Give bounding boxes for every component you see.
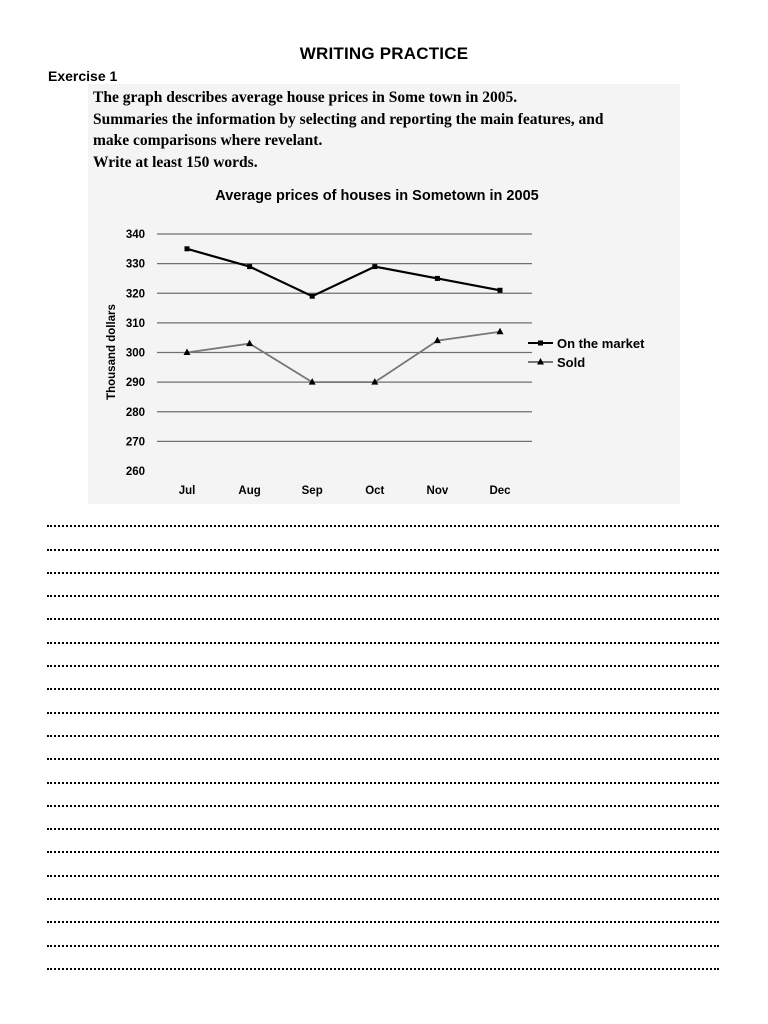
series-sold (184, 328, 504, 385)
chart-legend (528, 336, 645, 370)
answer-line (47, 597, 719, 620)
instruction-line: Write at least 150 words. (93, 153, 258, 171)
x-axis-ticks (179, 485, 511, 497)
x-tick-label: Dec (489, 485, 511, 497)
y-tick-label: 260 (125, 466, 145, 478)
answer-line (47, 784, 719, 807)
answer-line (47, 620, 719, 643)
x-tick-label: Oct (365, 485, 385, 497)
answer-line (47, 853, 719, 876)
y-axis-ticks (126, 229, 145, 478)
data-point-square (185, 246, 190, 251)
legend-label: Sold (557, 355, 586, 370)
data-point-triangle (497, 328, 504, 335)
x-tick-label: Sep (301, 485, 323, 497)
data-point-square (498, 288, 503, 293)
exercise-label: Exercise 1 (48, 68, 118, 84)
answer-lines (47, 504, 719, 970)
series-on-the-market (185, 246, 503, 298)
chart-series (184, 246, 504, 384)
instruction-line: make comparisons where revelant. (93, 132, 323, 149)
answer-line (47, 807, 719, 830)
answer-line (47, 574, 719, 597)
answer-line (47, 504, 719, 527)
legend-marker-square (538, 341, 543, 346)
answer-line (47, 551, 719, 574)
instruction-line: The graph describes average house prices in Some town in 2005. (93, 89, 518, 106)
series-line (187, 249, 500, 296)
answer-line (47, 760, 719, 783)
y-axis-label: Thousand dollars (106, 304, 118, 400)
answer-line (47, 830, 719, 853)
answer-line (47, 877, 719, 900)
y-tick-label: 270 (125, 436, 145, 449)
answer-line (47, 714, 719, 737)
answer-line (47, 667, 719, 690)
y-tick-label: 330 (125, 258, 145, 271)
chart-title: Average prices of houses in Sometown in 2005 (215, 188, 539, 204)
legend-label: On the market (557, 336, 645, 351)
chart-gridlines (157, 234, 532, 441)
instruction-line: Summaries the information by selecting and reporting the main features, and (93, 110, 604, 128)
y-tick-label: 280 (125, 406, 145, 419)
y-tick-label: 300 (125, 347, 145, 360)
data-point-square (247, 264, 252, 269)
answer-line (47, 900, 719, 923)
x-tick-label: Aug (238, 485, 261, 497)
data-point-square (310, 294, 315, 299)
y-tick-label: 340 (125, 229, 145, 241)
y-tick-label: 320 (125, 288, 145, 301)
y-tick-label: 310 (125, 317, 145, 330)
series-line (187, 332, 500, 382)
data-point-triangle (246, 340, 253, 347)
x-tick-label: Jul (178, 485, 196, 497)
answer-line (47, 527, 719, 550)
answer-line (47, 644, 719, 667)
data-point-square (435, 276, 440, 281)
y-tick-label: 290 (125, 377, 145, 390)
answer-line (47, 690, 719, 713)
answer-line (47, 947, 719, 970)
answer-line (47, 737, 719, 760)
answer-line (47, 923, 719, 946)
data-point-square (372, 264, 377, 269)
worksheet-title: WRITING PRACTICE (299, 44, 469, 63)
x-tick-label: Nov (426, 485, 449, 497)
